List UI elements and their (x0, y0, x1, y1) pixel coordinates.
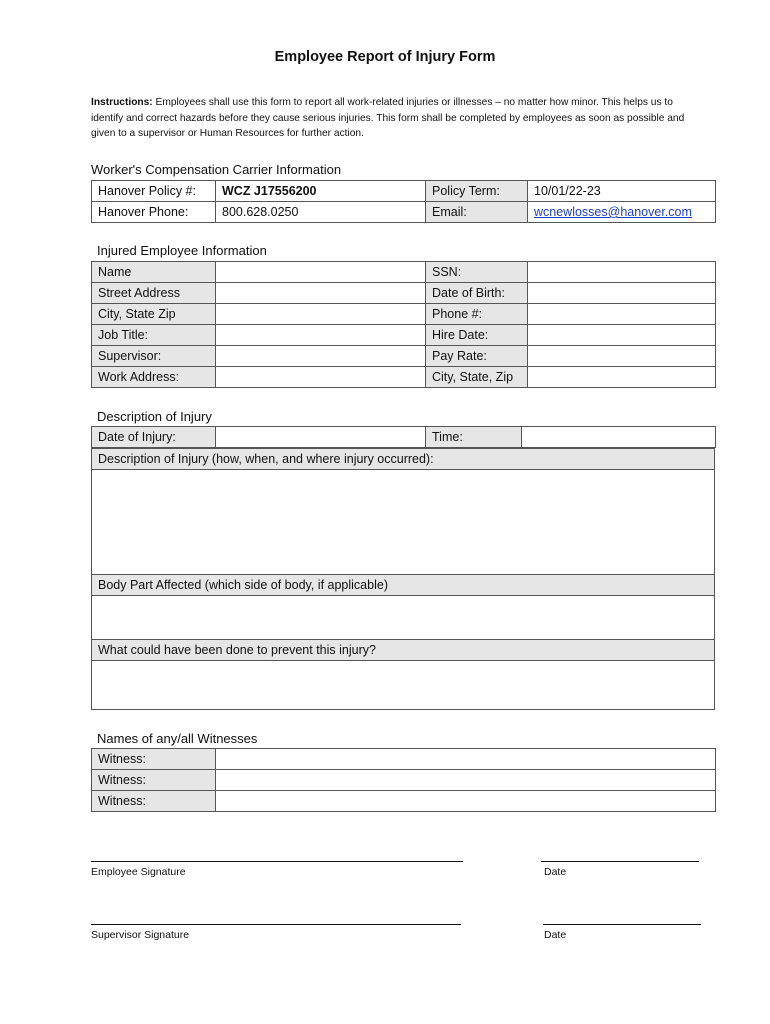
carrier-table (91, 180, 716, 223)
witnesses-section-heading: Names of any/all Witnesses (97, 731, 258, 746)
phone-number-field[interactable] (528, 304, 716, 325)
instructions-paragraph (91, 95, 691, 142)
work-address-label: Work Address: (92, 367, 216, 388)
employee-signature-label: Employee Signature (91, 866, 186, 878)
witness-label: Witness: (92, 791, 216, 812)
phone-number-label: Phone #: (426, 304, 528, 325)
work-address-field[interactable] (216, 367, 426, 388)
table-row (92, 325, 716, 346)
job-title-label: Job Title: (92, 325, 216, 346)
hire-date-label: Hire Date: (426, 325, 528, 346)
employee-date-label: Date (544, 866, 567, 878)
instructions-text: Employees shall use this form to report all work-related injuries or illnesses – no matter how minor. This helps us to identify and correct hazards before they cause serious injuries. This form shall be completed by employees as soon as possible and given to a supervisor or Human Resources for further action. (91, 97, 685, 139)
body-part-header: Body Part Affected (which side of body, if applicable) (91, 574, 715, 596)
table-row (92, 367, 716, 388)
employee-date-line[interactable] (541, 861, 699, 862)
phone-label: Hanover Phone: (92, 202, 216, 223)
employee-name-field[interactable] (216, 262, 426, 283)
employee-name-label: Name (92, 262, 216, 283)
table-row (92, 791, 716, 812)
witness-label: Witness: (92, 770, 216, 791)
street-address-label: Street Address (92, 283, 216, 304)
pay-rate-label: Pay Rate: (426, 346, 528, 367)
body-part-field[interactable] (91, 595, 715, 640)
city-state-zip-label: City, State Zip (92, 304, 216, 325)
email-label: Email: (426, 202, 528, 223)
policy-term-value: 10/01/22-23 (528, 181, 716, 202)
form-title: Employee Report of Injury Form (274, 49, 496, 65)
witness-field-2[interactable] (216, 770, 716, 791)
work-city-state-zip-label: City, State, Zip (426, 367, 528, 388)
witness-field-1[interactable] (216, 749, 716, 770)
prevention-field[interactable] (91, 660, 715, 710)
supervisor-field[interactable] (216, 346, 426, 367)
work-city-state-zip-field[interactable] (528, 367, 716, 388)
table-row (92, 770, 716, 791)
street-address-field[interactable] (216, 283, 426, 304)
job-title-field[interactable] (216, 325, 426, 346)
witnesses-table (91, 748, 716, 812)
table-row (92, 262, 716, 283)
date-of-birth-field[interactable] (528, 283, 716, 304)
pay-rate-field[interactable] (528, 346, 716, 367)
prevention-header: What could have been done to prevent this injury? (91, 639, 715, 661)
table-row (92, 749, 716, 770)
table-row (92, 283, 716, 304)
description-field[interactable] (91, 469, 715, 575)
witness-label: Witness: (92, 749, 216, 770)
policy-term-label: Policy Term: (426, 181, 528, 202)
supervisor-signature-line[interactable] (91, 924, 461, 925)
policy-label: Hanover Policy #: (92, 181, 216, 202)
time-field[interactable] (522, 427, 716, 448)
ssn-field[interactable] (528, 262, 716, 283)
description-header: Description of Injury (how, when, and where injury occurred): (91, 448, 715, 470)
supervisor-date-label: Date (544, 929, 567, 941)
carrier-section-heading: Worker's Compensation Carrier Information (91, 162, 342, 177)
table-row (92, 304, 716, 325)
instructions-label: Instructions: (91, 97, 153, 108)
date-of-injury-field[interactable] (216, 427, 426, 448)
policy-value: WCZ J17556200 (216, 181, 426, 202)
time-label: Time: (426, 427, 522, 448)
email-link[interactable]: wcnewlosses@hanover.com (534, 205, 692, 219)
injury-date-table (91, 426, 716, 448)
date-of-birth-label: Date of Birth: (426, 283, 528, 304)
ssn-label: SSN: (426, 262, 528, 283)
hire-date-field[interactable] (528, 325, 716, 346)
table-row (92, 346, 716, 367)
injury-section-heading: Description of Injury (97, 409, 212, 424)
employee-table (91, 261, 716, 388)
phone-value: 800.628.0250 (216, 202, 426, 223)
employee-section-heading: Injured Employee Information (97, 243, 267, 258)
city-state-zip-field[interactable] (216, 304, 426, 325)
employee-signature-line[interactable] (91, 861, 463, 862)
supervisor-label: Supervisor: (92, 346, 216, 367)
date-of-injury-label: Date of Injury: (92, 427, 216, 448)
supervisor-date-line[interactable] (543, 924, 701, 925)
supervisor-signature-label: Supervisor Signature (91, 929, 190, 941)
witness-field-3[interactable] (216, 791, 716, 812)
